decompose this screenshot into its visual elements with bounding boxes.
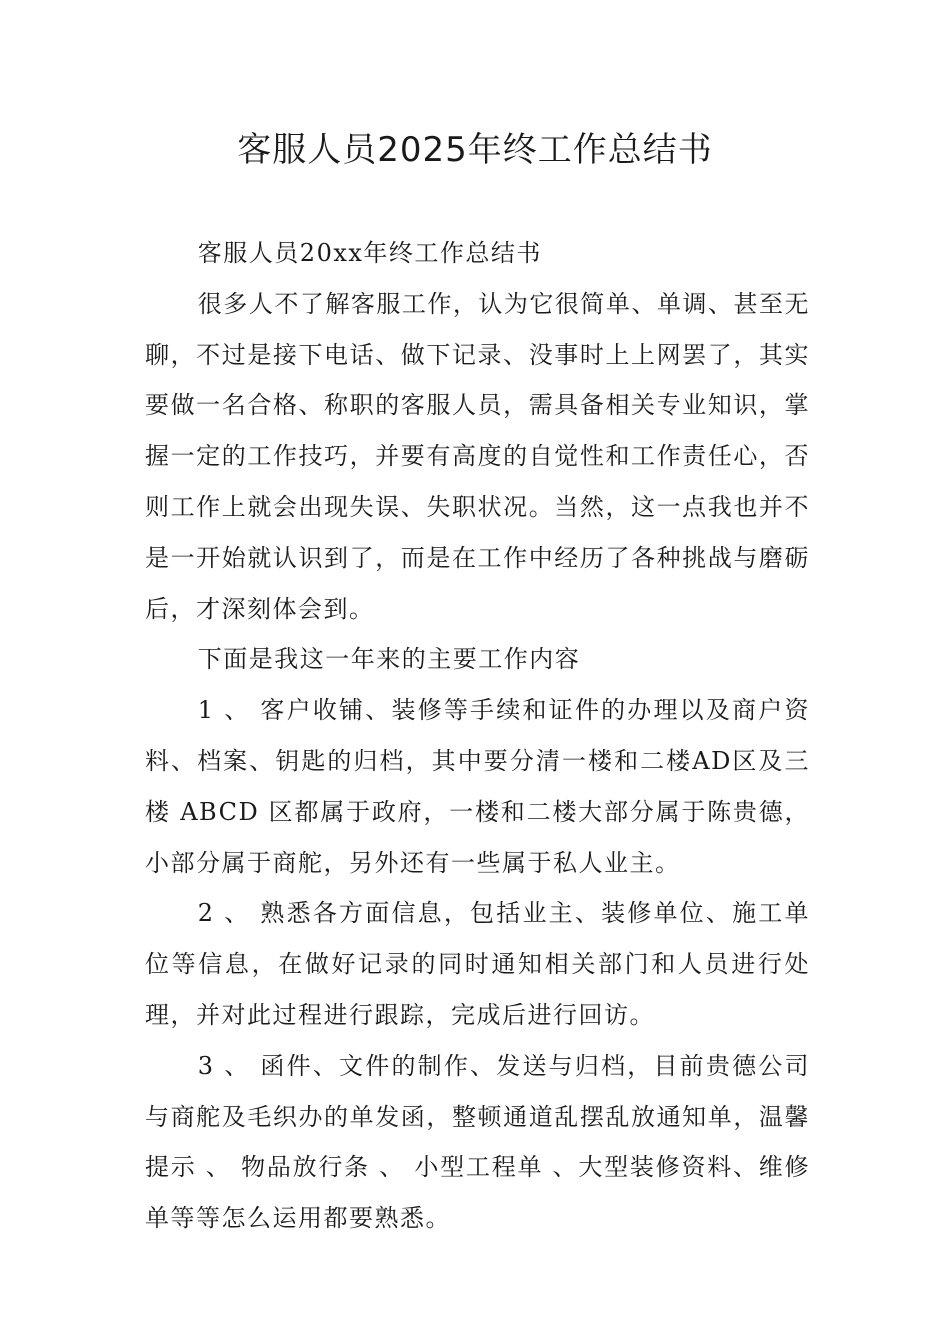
paragraph-intro: 很多人不了解客服工作，认为它很简单、单调、甚至无聊，不过是接下电话、做下记录、没事时上上网罢了，其实要做一名合格、称职的客服人员，需具备相关专业知识，掌握一定的工作技巧，并要有高度的自觉性和工作责任心，否则工作上就会出现失误、失职状况。当然，这一点我也并不是一开始就认识到了，而是在工作中经历了各种挑战与磨砺后，才深刻体会到。 [145,289,810,623]
document-title: 客服人员2025年终工作总结书 [237,130,713,170]
paragraph-item-2: 2 、 熟悉各方面信息，包括业主、装修单位、施工单位等信息，在做好记录的同时通知相关部门和人员进行处理，并对此过程进行跟踪，完成后进行回访。 [145,899,810,1029]
document-body [145,228,810,1244]
paragraph-item-1: 1 、 客户收铺、装修等手续和证件的办理以及商户资料、档案、钥匙的归档，其中要分清一楼和二楼AD区及三楼 ABCD 区都属于政府，一楼和二楼大部分属于陈贵德，小部分属于商舵，另外还有一些属于私人业主。 [145,696,810,877]
paragraph-item-3: 3 、 函件、文件的制作、发送与归档，目前贵德公司与商舵及毛织办的单发函，整顿通道乱摆乱放通知单，温馨提示 、 物品放行条 、 小型工程单 、大型装修资料、维修单等等怎么运用都要熟悉。 [145,1051,810,1233]
paragraph-section-heading: 下面是我这一年来的主要工作内容 [197,645,581,674]
paragraph-subtitle: 客服人员20xx年终工作总结书 [197,239,542,267]
